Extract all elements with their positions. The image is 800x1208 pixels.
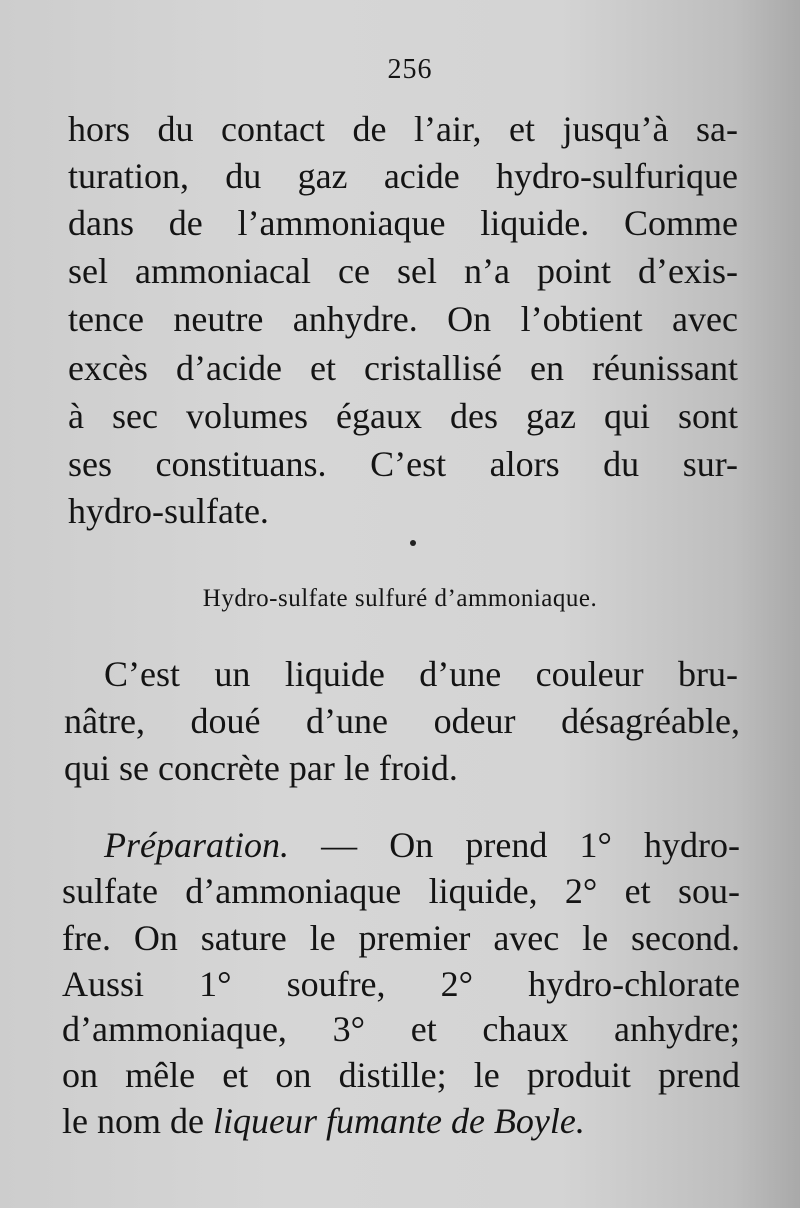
text-line-rest: — On prend 1° hydro-	[321, 825, 741, 865]
text-line: on mêle et on distille; le produit prend	[62, 1055, 740, 1095]
text-line: sel ammoniacal ce sel n’a point d’exis-	[68, 251, 738, 291]
text-italic: liqueur fumante de Boyle.	[212, 1101, 585, 1141]
text-line: qui se concrète par le froid.	[64, 748, 458, 788]
text-line: nâtre, doué d’une odeur désagréable,	[64, 701, 740, 741]
text-line	[62, 1098, 740, 1144]
preparation-label: Préparation.	[104, 825, 289, 865]
text-line: d’ammoniaque, 3° et chaux anhydre;	[62, 1009, 740, 1049]
page-number: 256	[387, 54, 433, 85]
text-plain: le nom de	[62, 1101, 213, 1141]
text-line: tence neutre anhydre. On l’obtient avec	[68, 299, 738, 339]
ink-speck	[410, 540, 416, 546]
text-line: sulfate d’ammoniaque liquide, 2° et sou-	[62, 871, 740, 911]
text-line: hors du contact de l’air, et jusqu’à sa-	[68, 109, 738, 149]
text-line: Aussi 1° soufre, 2° hydro-chlorate	[62, 964, 740, 1004]
text-line	[104, 822, 740, 868]
text-line: fre. On sature le premier avec le second.	[62, 918, 740, 958]
text-line: hydro-sulfate.	[68, 491, 269, 531]
text-line: C’est un liquide d’une couleur bru-	[104, 654, 738, 694]
text-line: turation, du gaz acide hydro-sulfurique	[68, 156, 738, 196]
text-line: à sec volumes égaux des gaz qui sont	[68, 396, 738, 436]
text-line: dans de l’ammoniaque liquide. Comme	[68, 203, 738, 243]
section-heading: Hydro-sulfate sulfuré d’ammoniaque.	[202, 585, 598, 612]
text-line: ses constituans. C’est alors du sur-	[68, 444, 738, 484]
text-line: excès d’acide et cristallisé en réunissant	[68, 348, 738, 388]
